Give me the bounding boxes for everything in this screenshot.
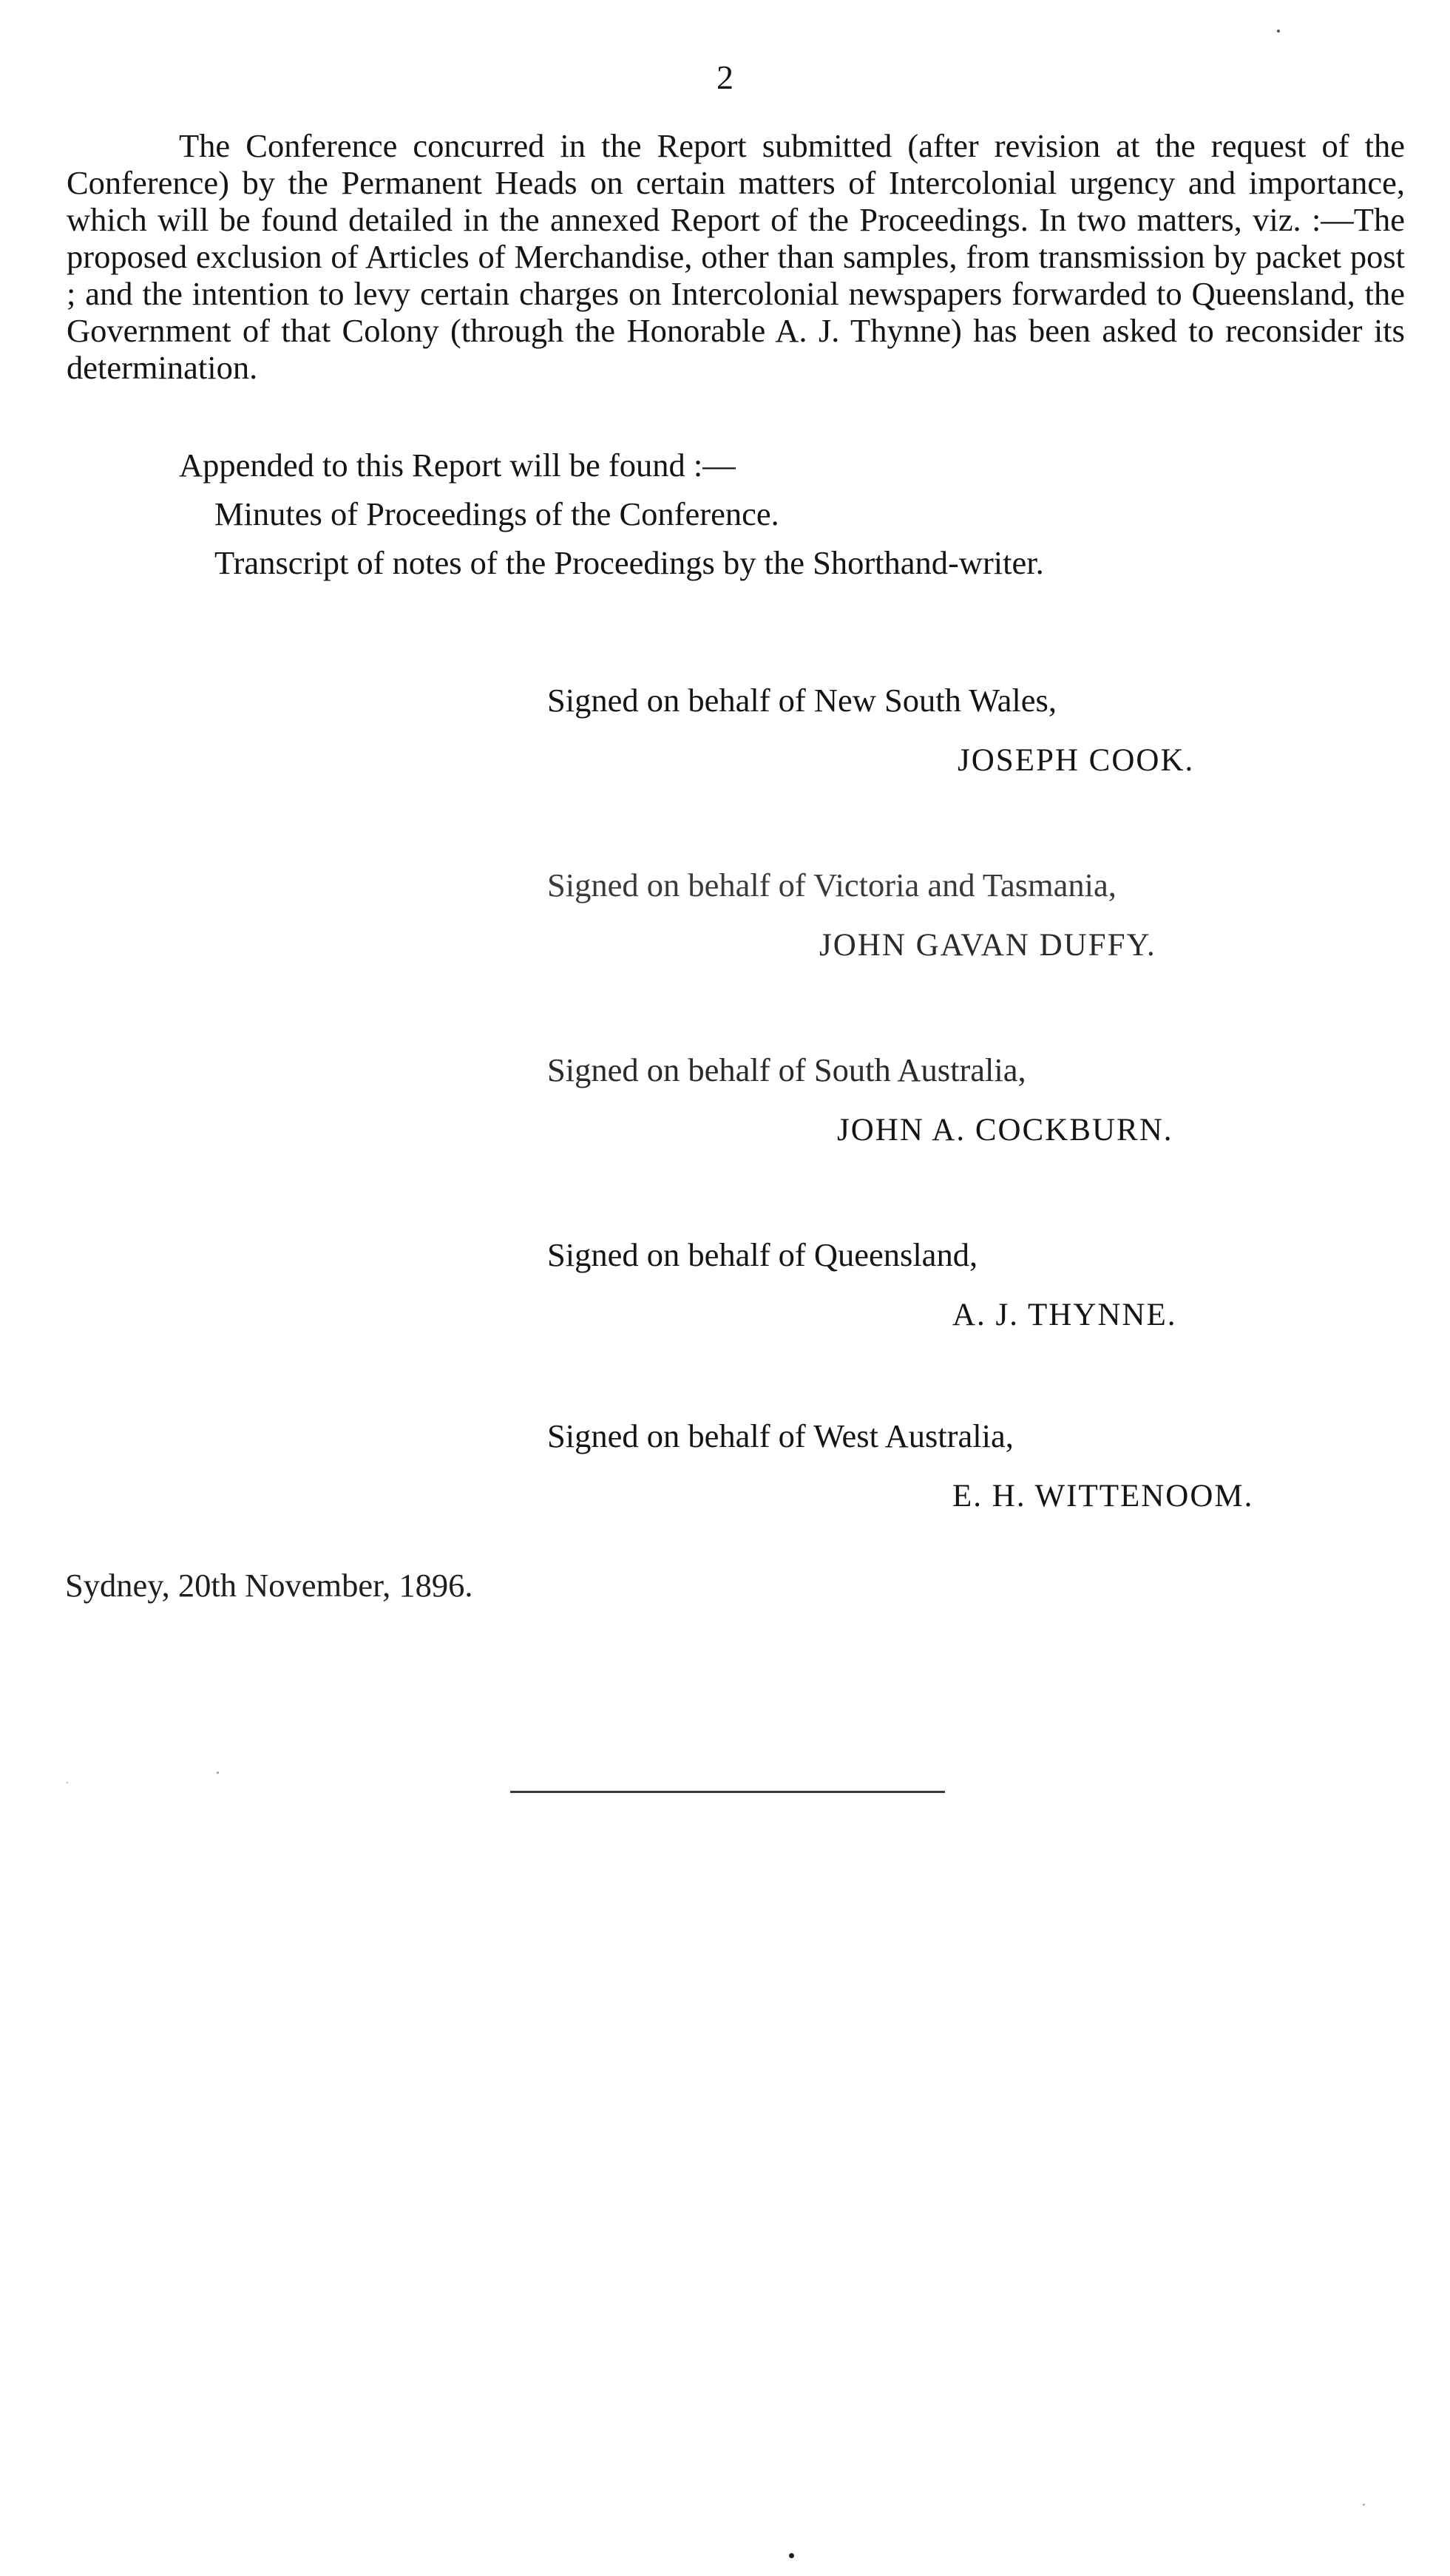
- closing-rule: [510, 1791, 945, 1793]
- appendix-item-transcript: Transcript of notes of the Proceedings by the Shorthand-writer.: [214, 544, 1044, 581]
- signature-queensland: [547, 1235, 1177, 1332]
- signatory-name: JOHN A. COCKBURN.: [837, 1113, 1173, 1148]
- appendix-item-minutes: Minutes of Proceedings of the Conference.: [214, 495, 779, 532]
- signature-line: Signed on behalf of West Australia,: [547, 1417, 1014, 1454]
- signature-west-australia: [547, 1416, 1254, 1514]
- signatory-name: JOSEPH COOK.: [958, 743, 1195, 778]
- scan-speck: [1363, 2504, 1365, 2506]
- appended-lead: Appended to this Report will be found :—: [179, 447, 736, 484]
- signature-line: Signed on behalf of Victoria and Tasmania,: [547, 867, 1117, 904]
- signature-line: Signed on behalf of Queensland,: [547, 1236, 978, 1273]
- signature-line: Signed on behalf of New South Wales,: [547, 682, 1057, 719]
- signature-new-south-wales: [547, 680, 1195, 778]
- scan-speck: [1277, 30, 1280, 33]
- scan-speck: [789, 2553, 794, 2558]
- appendix-list: [214, 489, 1044, 587]
- signatory-name: A. J. THYNNE.: [952, 1298, 1177, 1332]
- scan-speck: [217, 1772, 219, 1774]
- signature-line: Signed on behalf of South Australia,: [547, 1051, 1026, 1088]
- scan-speck: [67, 1782, 68, 1783]
- place-date: Sydney, 20th November, 1896.: [65, 1567, 473, 1604]
- signature-south-australia: [547, 1050, 1173, 1148]
- page-number: 2: [716, 58, 734, 96]
- signature-victoria-tasmania: [547, 865, 1156, 963]
- signatory-name: JOHN GAVAN DUFFY.: [819, 928, 1156, 963]
- intro-paragraph: The Conference concurred in the Report submitted (after revision at the request of the Conference) by the Permanent Heads on certain matters of Intercolonial urgency and importance, which will be found detailed in the annexed Report of the Proceedings. In two matters, viz. :—The proposed exclusion of Articles of Merchandise, other than samples, from transmission by packet post ; and the intention to levy certain charges on Intercolonial newspapers forwarded to Queensland, the Government of that Colony (through the Honorable A. J. Thynne) has been asked to reconsider its determination.: [67, 127, 1405, 386]
- signatory-name: E. H. WITTENOOM.: [952, 1479, 1254, 1514]
